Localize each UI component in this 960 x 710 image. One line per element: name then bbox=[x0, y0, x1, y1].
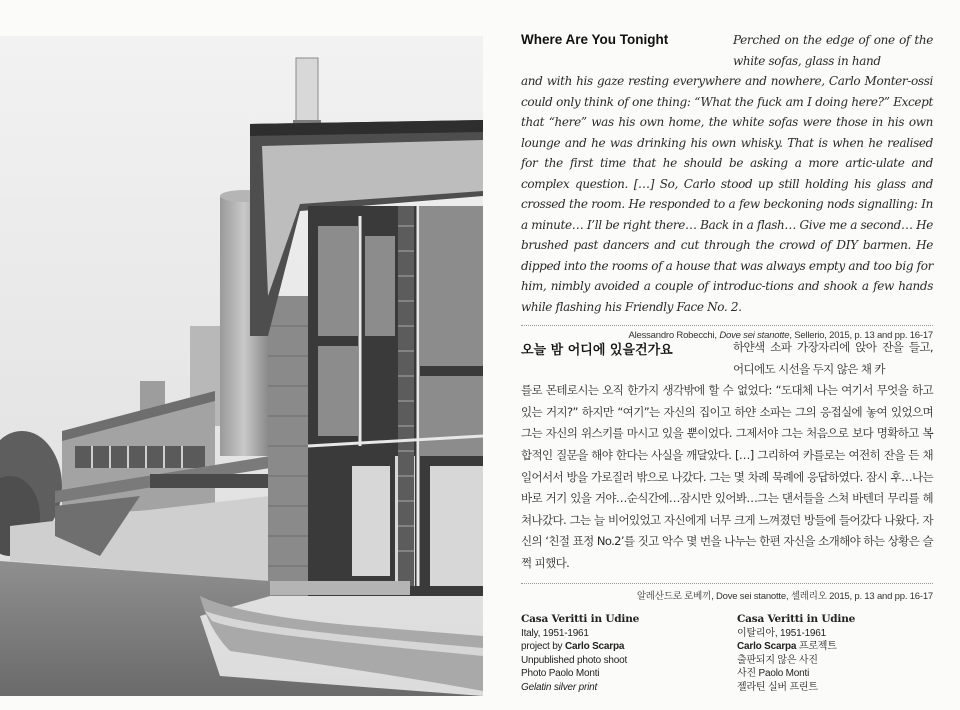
korean-divider bbox=[521, 583, 933, 584]
korean-text-block bbox=[521, 337, 933, 602]
korean-caption bbox=[737, 613, 855, 694]
caption-medium: Gelatin silver print bbox=[521, 681, 598, 693]
caption-ko-medium: 젤라틴 실버 프린트 bbox=[737, 681, 818, 693]
english-divider bbox=[521, 325, 933, 326]
caption-project: project by Carlo Scarpa bbox=[521, 641, 625, 652]
caption-ko-photo-shoot: 출판되지 않은 사진 bbox=[737, 654, 818, 666]
caption-place-date: Italy, 1951-1961 bbox=[521, 627, 589, 639]
english-caption bbox=[521, 613, 639, 694]
korean-first-lines: 하얀색 소파 가장자리에 앉아 잔을 들고, 어디에도 시선을 두지 않은 채 카 bbox=[733, 340, 933, 376]
korean-title: 오늘 밤 어디에 있을건가요 bbox=[521, 343, 673, 358]
caption-ko-place-date: 이탈리아, 1951-1961 bbox=[737, 627, 827, 639]
english-body: and with his gaze resting everywhere and nowhere, Carlo Monter-ossi could only think of one thing: “What the fuck am I doing here?” Except that “here” was his own home, the white sofas were those in his own lounge and he was drinking his own whisky. That is when he realised for the first time that he should be asking a more artic-ulate and complex question. […] So, Carlo stood up still holding his glass and crossed the room. He responded to a few beckoning nods signalling: In a minute… I’ll be right there… Back in a flash… Give me a second… He brushed past dancers and cut through the crowd of DIY barmen. He dipped into the rooms of a house that was always empty and too big for him, nimbly avoided a couple of introduc-tions and shook a few hands while flashing his Friendly Face No. 2. bbox=[521, 74, 933, 314]
english-first-lines: Perched on the edge of one of the white sofas, glass in hand bbox=[733, 33, 933, 68]
credit-publisher: , Sellerio, 2015, p. 13 and pp. 16-17 bbox=[789, 330, 933, 341]
caption-title: Casa Veritti in Udine bbox=[521, 613, 640, 625]
korean-credit: 알레산드로 로베끼, Dove sei stanotte, 셀레리오 2015, p. 13 and pp. 16-17 bbox=[636, 590, 933, 602]
english-text-block bbox=[521, 30, 933, 341]
english-title: Where Are You Tonight bbox=[521, 32, 669, 47]
caption-ko-title: Casa Veritti in Udine bbox=[737, 613, 856, 625]
korean-body: 를로 몬테로시는 오직 한가지 생각밖에 할 수 없었다: “도대체 나는 여기서 무엇을 하고 있는 거지?” 하지만 “여기”는 자신의 집이고 하얀 소파는 그의 응접실에 놓여 있었으며 그는 자신의 위스키를 마시고 있을 뿐이었다. 그제서야 그는 처음으로 보다 명확하고 복합적인 질문을 해야 한다는 사실을 깨달았다. […] 그리하여 카를로는 여전히 잔을 든 채 일어서서 방을 가로질러 밖으로 나갔다. 그는 몇 차례 묵례에 응답하였다. 잠시 후…나는 바로 거기 있을 거야…순식간에…잠시만 있어봐…그는 댄서들을 스쳐 바텐더 무리를 헤쳐나갔다. 그는 늘 비어있었고 자신에게 너무 크게 느껴졌던 방들에 들어갔다 나왔다. 자신의 ‘친절 표정 No.2’를 짓고 악수 몇 번을 나누는 한편 자신을 소개해야 하는 상황은 슬쩍 피했다. bbox=[521, 383, 933, 570]
architecture-photo bbox=[0, 36, 483, 696]
caption-ko-project: Carlo Scarpa 프로젝트 bbox=[737, 641, 837, 652]
caption-architect: Carlo Scarpa bbox=[564, 641, 625, 652]
caption-photo-shoot: Unpublished photo shoot bbox=[521, 654, 628, 666]
caption-photographer: Photo Paolo Monti bbox=[521, 668, 600, 679]
credit-book-title: Dove sei stanotte bbox=[719, 330, 790, 341]
credit-author: Alessandro Robecchi, bbox=[628, 330, 717, 341]
casa-veritti-photo-illustration bbox=[0, 36, 483, 696]
caption-ko-photographer: 사진 Paolo Monti bbox=[737, 668, 810, 679]
caption-ko-architect: Carlo Scarpa bbox=[737, 641, 797, 652]
